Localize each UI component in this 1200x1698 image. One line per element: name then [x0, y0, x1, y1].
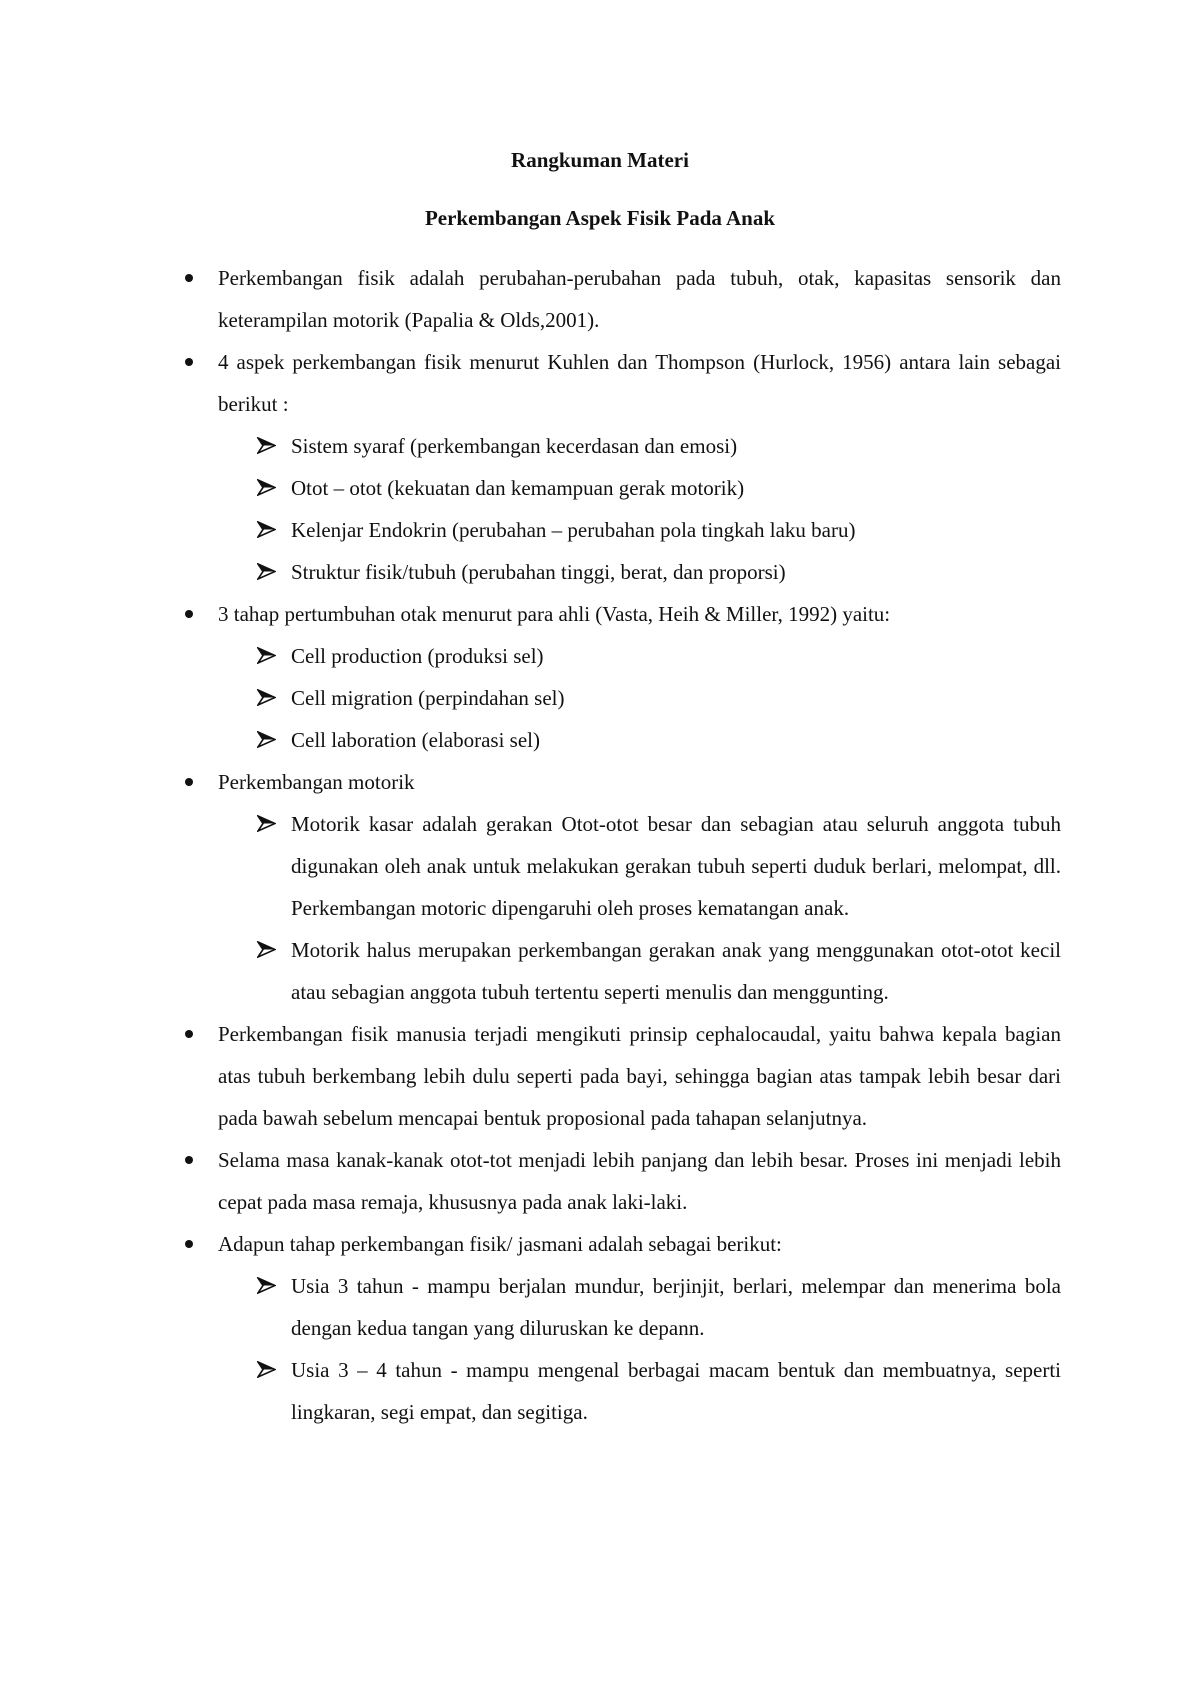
sub-list [218, 425, 1061, 593]
list-item-text: Adapun tahap perkembangan fisik/ jasmani adalah sebagai berikut: [218, 1232, 782, 1256]
bullet-dot-icon [185, 778, 193, 786]
sub-list-item [218, 719, 1061, 761]
sub-list-item [218, 467, 1061, 509]
arrowhead-bullet-icon [257, 563, 276, 580]
sub-list-item-text: Usia 3 – 4 tahun - mampu mengenal berbagai macam bentuk dan membuatnya, seperti lingkaran, segi empat, dan segitiga. [291, 1358, 1061, 1424]
sub-list-item [218, 509, 1061, 551]
bullet-dot-icon [185, 1030, 193, 1038]
arrowhead-bullet-icon [257, 815, 276, 832]
sub-list-item-text: Cell laboration (elaborasi sel) [291, 728, 540, 752]
sub-list-item [218, 1265, 1061, 1349]
list-item [181, 257, 1061, 341]
sub-list-item [218, 803, 1061, 929]
document-title: Rangkuman Materi [511, 148, 689, 172]
arrowhead-bullet-icon [257, 521, 276, 538]
sub-list-item [218, 677, 1061, 719]
sub-list-item [218, 551, 1061, 593]
list-item [181, 341, 1061, 593]
sub-list-item [218, 1349, 1061, 1433]
sub-list-item-text: Struktur fisik/tubuh (perubahan tinggi, berat, dan proporsi) [291, 560, 786, 584]
sub-list-item-text: Otot – otot (kekuatan dan kemampuan gerak motorik) [291, 476, 745, 500]
bullet-dot-icon [185, 1240, 193, 1248]
list-item-text: 3 tahap pertumbuhan otak menurut para ahli (Vasta, Heih & Miller, 1992) yaitu: [218, 602, 891, 626]
arrowhead-bullet-icon [257, 479, 276, 496]
sub-list [218, 1265, 1061, 1433]
arrowhead-bullet-icon [257, 647, 276, 664]
list-item-text: Selama masa kanak-kanak otot-tot menjadi lebih panjang dan lebih besar. Proses ini menjadi lebih cepat pada masa remaja, khususnya pada anak laki-laki. [218, 1148, 1061, 1214]
sub-list [218, 803, 1061, 1013]
bullet-list [181, 257, 1061, 1433]
list-item [181, 1013, 1061, 1139]
arrowhead-bullet-icon [257, 1361, 276, 1378]
list-item [181, 593, 1061, 761]
bullet-dot-icon [185, 274, 193, 282]
document-subtitle: Perkembangan Aspek Fisik Pada Anak [424, 206, 776, 230]
bullet-dot-icon [185, 1156, 193, 1164]
bullet-dot-icon [185, 610, 193, 618]
sub-list-item-text: Cell production (produksi sel) [291, 644, 544, 668]
sub-list-item-text: Usia 3 tahun - mampu berjalan mundur, berjinjit, berlari, melempar dan menerima bola dengan kedua tangan yang diluruskan ke depann. [291, 1274, 1061, 1340]
sub-list [218, 635, 1061, 761]
sub-list-item [218, 929, 1061, 1013]
sub-list-item [218, 425, 1061, 467]
sub-list-item-text: Cell migration (perpindahan sel) [291, 686, 565, 710]
arrowhead-bullet-icon [257, 689, 276, 706]
list-item [181, 1223, 1061, 1433]
arrowhead-bullet-icon [257, 437, 276, 454]
list-item-text: Perkembangan fisik adalah perubahan-perubahan pada tubuh, otak, kapasitas sensorik dan keterampilan motorik (Papalia & Olds,2001). [218, 266, 1061, 332]
arrowhead-bullet-icon [257, 941, 276, 958]
sub-list-item [218, 635, 1061, 677]
list-item [181, 1139, 1061, 1223]
document-body [181, 257, 1061, 1433]
list-item-text: Perkembangan fisik manusia terjadi mengikuti prinsip cephalocaudal, yaitu bahwa kepala bagian atas tubuh berkembang lebih dulu seperti pada bayi, sehingga bagian atas tampak lebih besar dari pada bawah sebelum mencapai bentuk proposional pada tahapan selanjutnya. [218, 1022, 1061, 1130]
list-item-text: 4 aspek perkembangan fisik menurut Kuhlen dan Thompson (Hurlock, 1956) antara lain sebagai berikut : [218, 350, 1061, 416]
sub-list-item-text: Kelenjar Endokrin (perubahan – perubahan pola tingkah laku baru) [291, 518, 856, 542]
arrowhead-bullet-icon [257, 731, 276, 748]
list-item [181, 761, 1061, 1013]
sub-list-item-text: Motorik kasar adalah gerakan Otot-otot besar dan sebagian atau seluruh anggota tubuh digunakan oleh anak untuk melakukan gerakan tubuh seperti duduk berlari, melompat, dll. Perkembangan motoric dipengaruhi oleh proses kematangan anak. [291, 812, 1061, 920]
list-item-text: Perkembangan motorik [218, 770, 415, 794]
bullet-dot-icon [185, 358, 193, 366]
arrowhead-bullet-icon [257, 1277, 276, 1294]
sub-list-item-text: Sistem syaraf (perkembangan kecerdasan dan emosi) [291, 434, 738, 458]
sub-list-item-text: Motorik halus merupakan perkembangan gerakan anak yang menggunakan otot-otot kecil atau sebagian anggota tubuh tertentu seperti menulis dan menggunting. [291, 938, 1061, 1004]
